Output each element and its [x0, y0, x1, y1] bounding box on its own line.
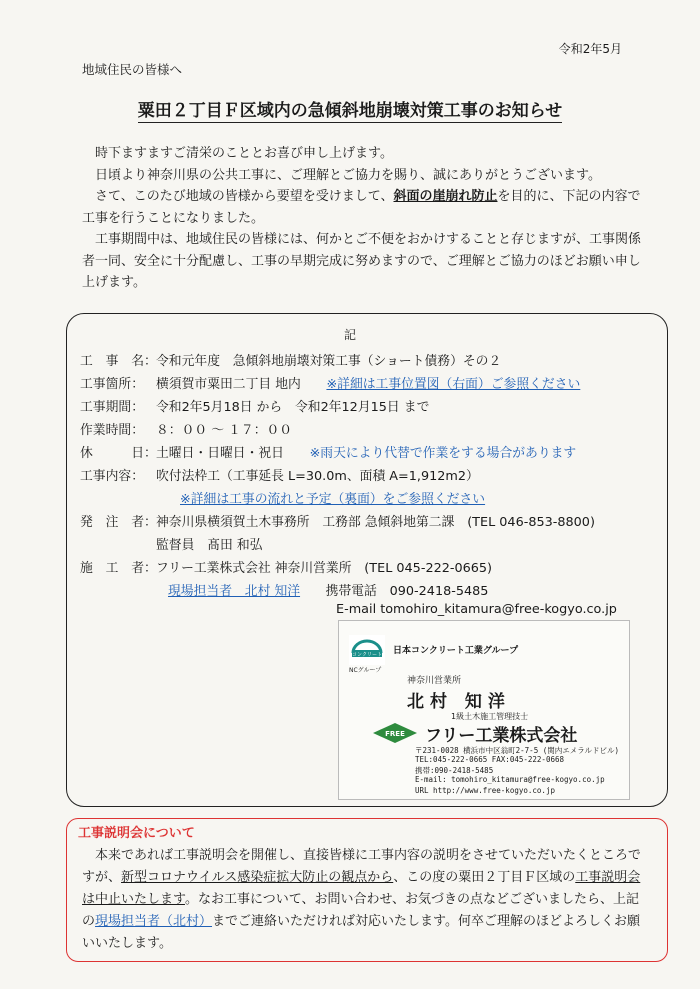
rain-note: ※雨天により代替で作業をする場合があります — [309, 446, 577, 461]
card-address: 〒231-0028 横浜市中区翁町2-7-5 (関内エメラルドビル) — [415, 746, 620, 755]
card-email: E-mail: tomohiro_kitamura@free-kogyo.co.jp — [415, 775, 605, 784]
location-map-note: ※詳細は工事位置図（右面）ご参照ください — [326, 377, 581, 392]
contact-person: 現場担当者（北村） — [95, 914, 213, 929]
intro-text — [82, 143, 642, 294]
notice-heading: 工事説明会について — [78, 826, 195, 841]
free-logo-icon — [373, 723, 417, 743]
intro-p4: 工事期間中は、地域住民の皆様には、何かとご不便をおかけすることと存じますが、工事関係者一同、安全に十分配慮し、工事の早期完成に努めますので、ご理解とご協力のほどお願い申し上げます。 — [82, 232, 642, 290]
contact-email: E-mail tomohiro_kitamura@free-kogyo.co.jp — [336, 602, 617, 617]
content-schedule-note: ※詳細は工事の流れと予定（裏面）をご参照ください — [180, 492, 486, 507]
issue-date: 令和2年5月 — [558, 42, 622, 56]
logo-caption: NCグループ — [349, 667, 382, 674]
card-qualification: 1級土木施工管理技士 — [451, 712, 529, 721]
page-title: 粟田２丁目Ｆ区域内の急傾斜地崩壊対策工事のお知らせ — [137, 101, 563, 121]
card-company: フリー工業株式会社 — [425, 726, 578, 746]
svg-text:コンクリート: コンクリート — [352, 652, 382, 658]
mobile-phone: 携帯電話 090-2418-5485 — [325, 584, 489, 599]
business-card — [338, 620, 630, 800]
concrete-logo-icon — [349, 635, 385, 665]
row-project-name: 工 事 名：令和元年度 急傾斜地崩壊対策工事（ショート債務）その２ — [80, 354, 502, 369]
card-name: 北村 知洋 — [407, 692, 511, 712]
site-manager: 現場担当者 北村 知洋 — [168, 584, 301, 599]
supervisor: 監督員 髙田 和弘 — [156, 538, 263, 553]
card-tel-fax: TEL:045-222-0665 FAX:045-222-0668 — [415, 755, 565, 764]
intro-p2: 日頃より神奈川県の公共工事に、ご理解とご協力を賜り、誠にありがとうございます。 — [95, 167, 601, 183]
card-url: URL http://www.free-kogyo.co.jp — [415, 786, 555, 795]
details-heading: 記 — [343, 328, 356, 342]
row-client: 発 注 者：神奈川県横須賀土木事務所 工務部 急傾斜地第二課 (TEL 046-853-8800) — [80, 515, 595, 530]
greeting: 地域住民の皆様へ — [82, 62, 183, 77]
row-period: 工事期間： 令和2年5月18日 から 令和2年12月15日 まで — [80, 400, 430, 415]
intro-p3: さて、このたび地域の皆様から要望を受けまして、斜面の崖崩れ防止を目的に、下記の内容で工事を行うことになりました。 — [82, 189, 641, 226]
row-content: 工事内容： 吹付法枠工（工事延長 L=30.0m、面積 A=1,912m2） — [80, 469, 479, 484]
row-location: 工事箇所： 横須賀市粟田二丁目 地内 ※詳細は工事位置図（右面）ご参照ください — [80, 377, 581, 392]
intro-p1: 時下ますますご清栄のこととお喜び申し上げます。 — [95, 146, 393, 161]
card-group: 日本コンクリート工業グループ — [393, 646, 519, 656]
notice-body: 本来であれば工事説明会を開催し、直接皆様に工事内容の説明をさせていただいたくところですが、新型コロナウイルス感染症拡大防止の観点から、この度の粟田２丁目Ｆ区域の工事説明会は中止いたします。なお工事について、お問い合わせ、お気づきの点などございましたら、上記の現場担当者（北村）までご連絡いただければ対応いたします。何卒ご理解のほどよろしくお願いいたします。 — [82, 848, 641, 951]
card-mobile: 携帯:090-2418-5485 — [415, 766, 494, 775]
card-office: 神奈川営業所 — [407, 676, 462, 686]
row-contractor: 施 工 者：フリー工業株式会社 神奈川営業所 (TEL 045-222-0665) — [80, 561, 493, 576]
site-manager-row — [168, 580, 488, 599]
svg-text:FREE: FREE — [385, 730, 405, 738]
row-holidays: 休 日：土曜日・日曜日・祝日 ※雨天により代替で作業をする場合があります — [80, 446, 577, 461]
row-hours: 作業時間： ８：００ 〜 １７：００ — [80, 423, 293, 438]
